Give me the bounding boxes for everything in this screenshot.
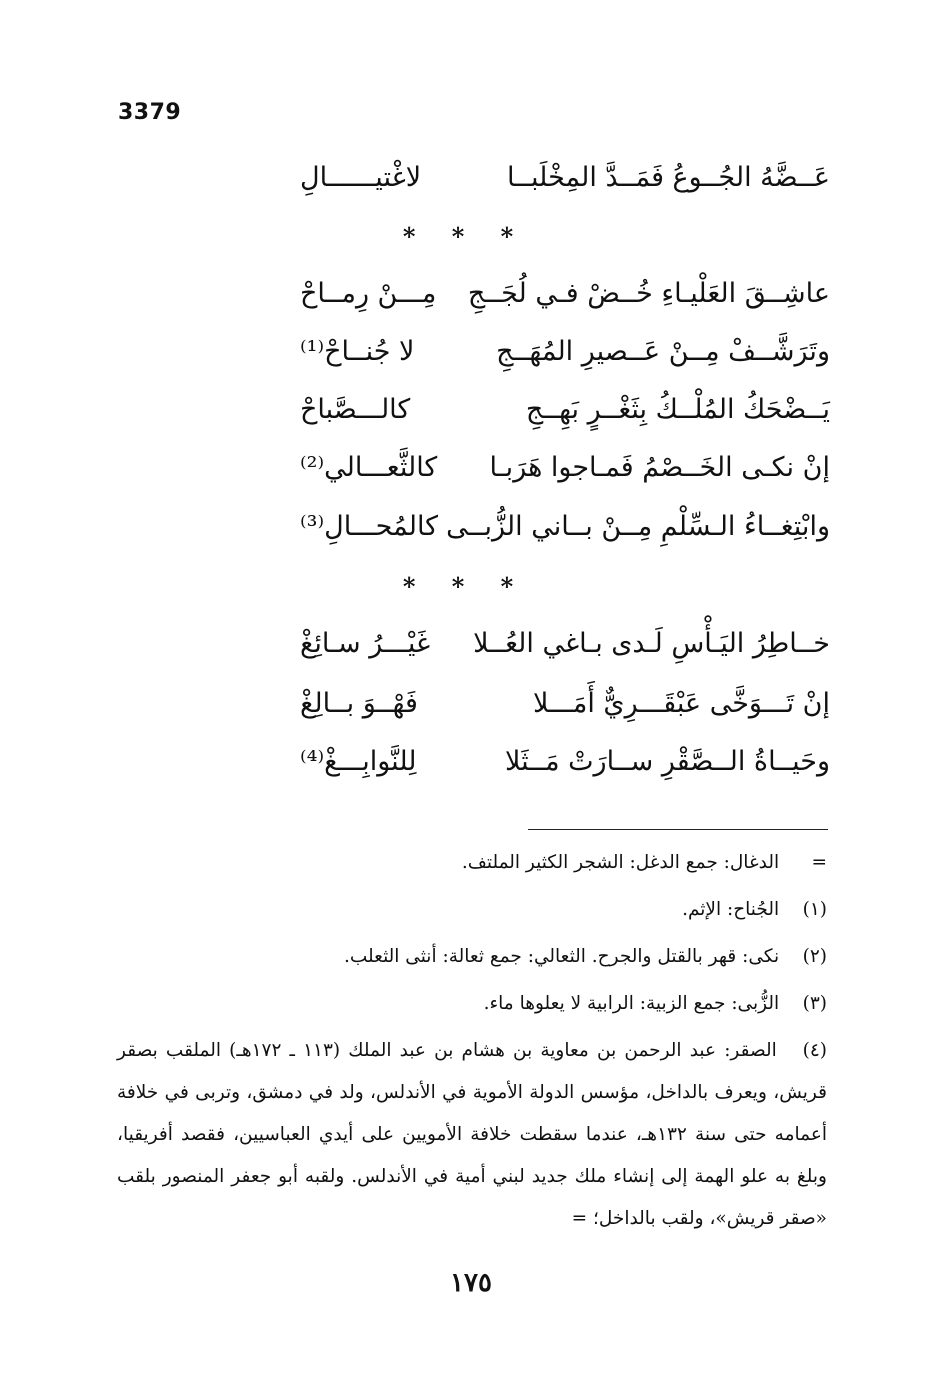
footnote-text: الصقر: عبد الرحمن بن معاوية بن هشام بن عبد الملك (١١٣ ـ ١٧٢هـ) الملقب بصقر قريش، ويعرف بالداخل، مؤسس الدولة الأموية في الأندلس، ولد في دمشق، وتربى في خلافة أعمامه حتى سنة ١٣٢هـ، عندما سقطت خلافة الأمويين على أيدي العباسيين، فقصد أفريقيا، وبلغ به علو الهمة إلى إنشاء ملك جديد لبني أمية في الأندلس. ولقبه أبو جعفر المنصور بلقب «صقر قريش»، ولقب بالداخل؛ = <box>117 1040 828 1229</box>
footnote-text: الدغال: جمع الدغل: الشجر الكثير الملتف. <box>461 852 780 873</box>
footnote <box>117 983 827 1025</box>
stanza-separator: * * * <box>402 222 528 251</box>
page-number: ١٧٥ <box>450 1268 492 1298</box>
verse-line <box>300 328 830 376</box>
footnote-marker: (٢) <box>802 946 827 967</box>
verse-first-hemistich: وتَرَشَّــفْ مِــنْ عَــصيرِ المُهَــجِ <box>496 336 830 367</box>
verse-second-hemistich: فَهْــوَ بــالِغْ <box>300 688 418 719</box>
footnote-marker: (٤) <box>802 1040 827 1061</box>
verse-line <box>300 270 830 318</box>
footnote-marker: (٣) <box>802 993 827 1014</box>
verse-line <box>300 154 830 202</box>
stanza-separator: * * * <box>402 572 528 601</box>
verse-line <box>300 386 830 434</box>
verse-second-hemistich: كالـــصَّباحْ <box>300 394 411 425</box>
verse-second-hemistich: كالمُحـــالِ⁽³⁾ <box>300 511 439 542</box>
footnote-marker: (١) <box>802 899 827 920</box>
footnote-text: نكى: قهر بالقتل والجرح. الثعالي: جمع ثعالة: أنثى الثعلب. <box>343 946 780 967</box>
verse-line <box>300 444 830 492</box>
verse-first-hemistich: وابْتِغــاءُ الـسِّلْمِ مِــنْ بــاني الزُّبــى <box>446 511 830 542</box>
verse-first-hemistich: خــاطِرُ اليَـأْسِ لَـدى بـاغي العُــلا <box>473 628 830 659</box>
verse-first-hemistich: إنْ نكـى الخَــصْمُ فَمـاجوا هَرَبـا <box>489 452 830 483</box>
verse-second-hemistich: لا جُنــاحْ⁽¹⁾ <box>300 336 415 367</box>
verse-line <box>300 738 830 786</box>
verse-first-hemistich: عاشِــقَ العَلْيـاءِ خُــضْ فـي لُجَــجِ <box>467 278 830 309</box>
verse-second-hemistich: غَيْـــرُ سـائِغْ <box>300 628 431 659</box>
verse-first-hemistich: عَــضَّهُ الجُــوعُ فَمَــدَّ المِخْلَبــا <box>506 162 830 193</box>
footnote <box>117 936 827 978</box>
footnote-divider <box>528 829 828 830</box>
footnote <box>117 889 827 931</box>
footnote-text: الزُّبى: جمع الزبية: الرابية لا يعلوها ماء. <box>483 993 780 1014</box>
verse-line <box>300 620 830 668</box>
footnote <box>117 842 827 884</box>
verse-second-hemistich: لاغْتيــــــالِ <box>300 162 422 193</box>
verse-line <box>300 680 830 728</box>
verse-first-hemistich: وحَيــاةُ الــصَّقْرِ ســارَتْ مَــثَلا <box>504 746 830 777</box>
verse-line <box>300 503 830 551</box>
verse-first-hemistich: إنْ تَـــوَخَّى عَبْقَـــرِيٌّ أَمَـــلا <box>533 688 830 719</box>
verse-first-hemistich: يَــضْحَكُ المُلْــكُ بِثَغْــرٍ بَهِــجِ <box>525 394 830 425</box>
verse-second-hemistich: لِلنَّوابِـــغْ⁽⁴⁾ <box>300 746 417 777</box>
footnote <box>117 1030 827 1240</box>
footnote-marker: = <box>811 852 827 873</box>
reference-number: 3379 <box>118 100 182 125</box>
verse-second-hemistich: كالثَّعـــالي⁽²⁾ <box>300 452 438 483</box>
footnote-text: الجُناح: الإثم. <box>682 899 780 920</box>
verse-second-hemistich: مِـــنْ رِمــاحْ <box>300 278 437 309</box>
